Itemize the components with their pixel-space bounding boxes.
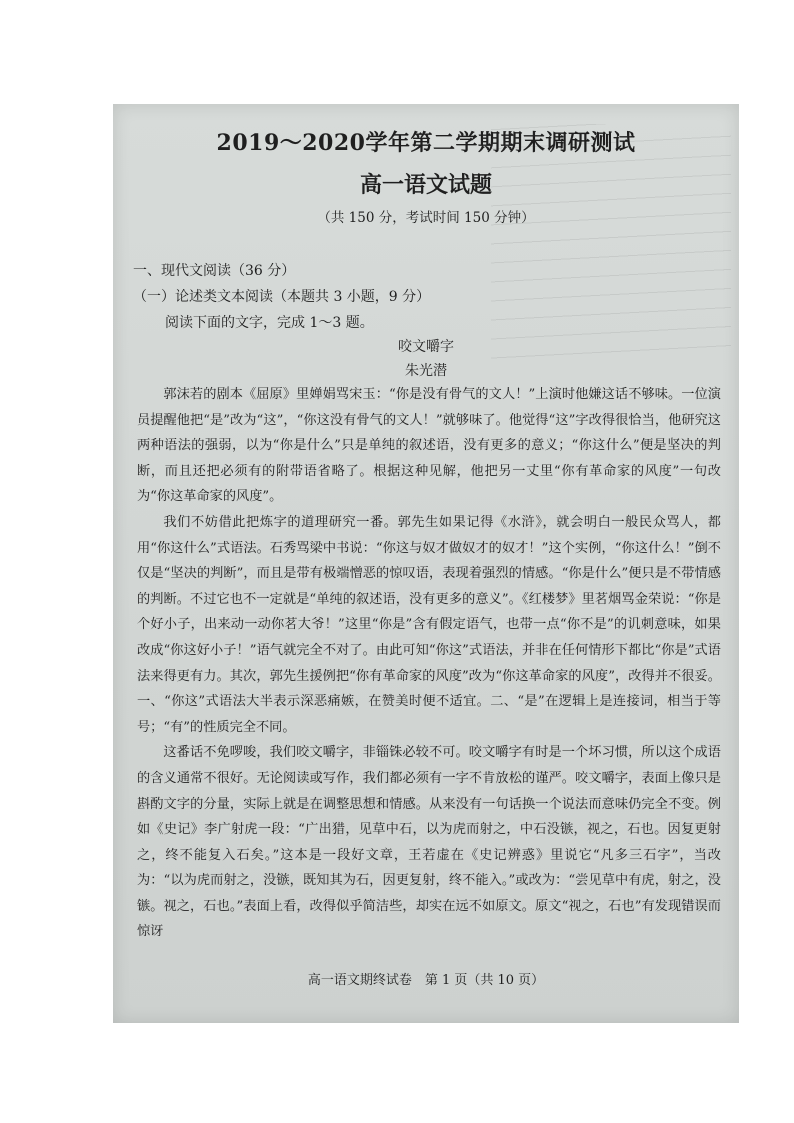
article-author: 朱光潜 (405, 363, 447, 379)
section-heading: 一、现代文阅读（36 分） (133, 263, 296, 279)
subsection-heading: （一）论述类文本阅读（本题共 3 小题，9 分） (133, 289, 431, 305)
article-body (137, 382, 721, 945)
reading-instruction: 阅读下面的文字，完成 1～3 题。 (165, 315, 374, 331)
article-paragraph: 这番话不免啰唆，我们咬文嚼字，非锱铢必较不可。咬文嚼字有时是一个坏习惯，所以这个成语的含义通常不很好。无论阅读或写作，我们都必须有一字不肯放松的谨严。咬文嚼字，表面上像只是斟酌文字的分量，实际上就是在调整思想和情感。从来没有一句话换一个说法而意味仍完全不变。例如《史记》李广射虎一段：“广出猎，见草中石，以为虎而射之，中石没镞，视之，石也。因复更射之，终不能复入石矣。”这本是一段好文章，王若虚在《史记辨惑》里说它“凡多三石字”，当改为：“以为虎而射之，没镞，既知其为石，因更复射，终不能入。”或改为：“尝见草中有虎，射之，没镞。视之，石也。”表面上看，改得似乎简洁些，却实在远不如原文。原文“视之，石也”有发现错误而惊讶 (137, 745, 721, 940)
article-paragraph: 我们不妨借此把炼字的道理研究一番。郭先生如果记得《水浒》，就会明白一般民众骂人，都用“你这什么”式语法。石秀骂梁中书说：“你这与奴才做奴才的奴才！”这个实例，“你这什么！”倒不仅是“坚决的判断”，而且是带有极端憎恶的惊叹语，表现着强烈的情感。“你是什么”便只是不带情感的判断。不过它也不一定就是“单纯的叙述语，没有更多的意义”。《红楼梦》里茗烟骂金荣说：“你是个好小子，出来动一动你茗大爷！”这里“你是”含有假定语气，也带一点“你不是”的讥刺意味，如果改成“你这好小子！”语气就完全不对了。由此可知“你这”式语法，并非在任何情形下都比“你是”式语法来得更有力。其次，郭先生援例把“你有革命家的风度”改为“你这革命家的风度”，改得并不很妥。一、“你这”式语法大半表示深恶痛嫉，在赞美时便不适宜。二、“是”在逻辑上是连接词，相当于等号；“有”的性质完全不同。 (137, 514, 721, 735)
exam-meta: （共 150 分，考试时间 150 分钟） (317, 210, 535, 226)
exam-title: 2019～2020学年第二学期期末调研测试 (216, 130, 636, 156)
article-title: 咬文嚼字 (398, 339, 454, 355)
exam-subtitle: 高一语文试题 (359, 172, 492, 198)
page-footer: 高一语文期终试卷 第 1 页（共 10 页） (307, 973, 545, 988)
article-paragraph: 郭沫若的剧本《屈原》里婵娟骂宋玉：“你是没有骨气的文人！”上演时他嫌这话不够味。一位演员提醒他把“是”改为“这”，“你这没有骨气的文人！”就够味了。他觉得“这”字改得很恰当，他研究这两种语法的强弱，以为“你是什么”只是单纯的叙述语，没有更多的意义；“你这什么”便是坚决的判断，而且还把必须有的附带语省略了。根据这种见解，他把另一丈里“你有革命家的风度”一句改为“你这革命家的风度”。 (137, 387, 721, 505)
bleed-through-texture (491, 124, 731, 364)
exam-paper-sheet (113, 104, 739, 1023)
